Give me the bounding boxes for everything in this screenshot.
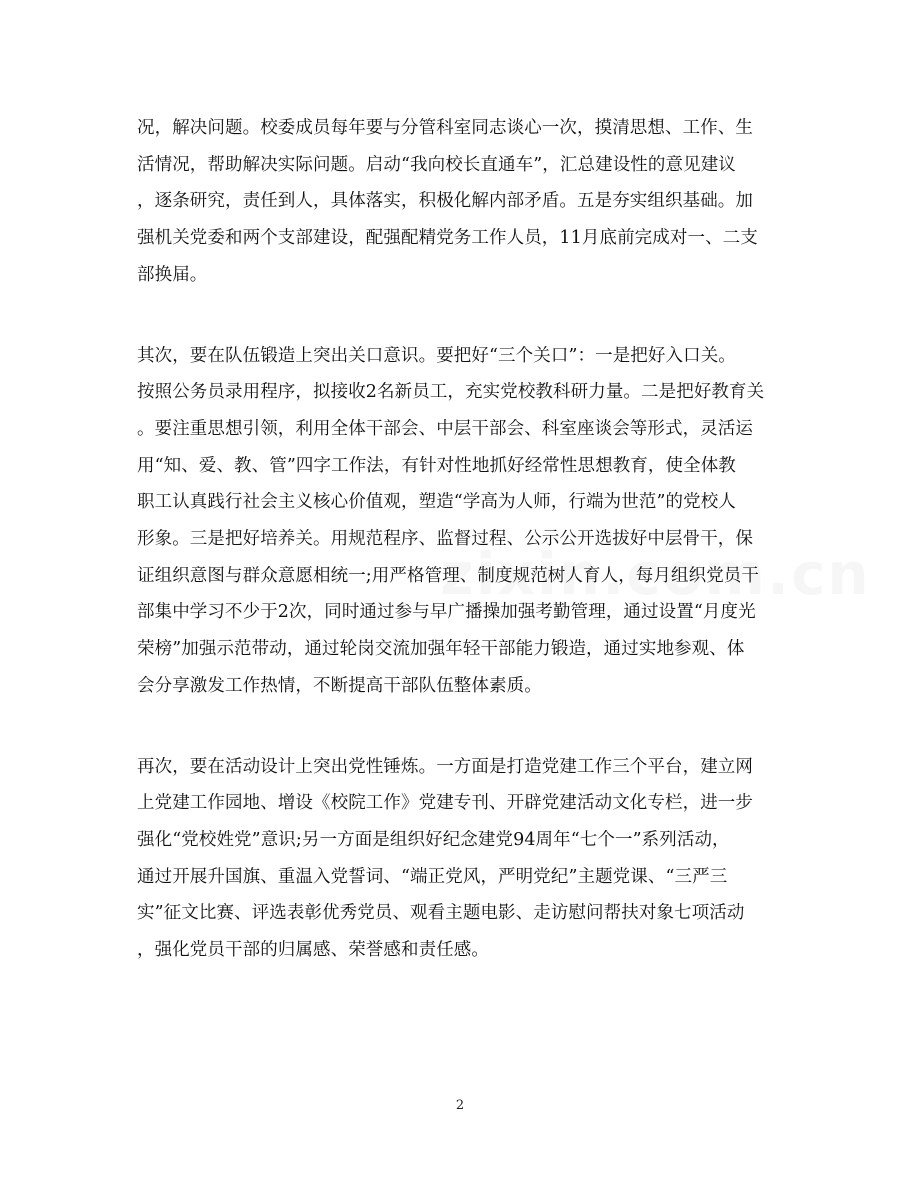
- text-line: 活情况，帮助解决实际问题。启动“我向校长直通车”，汇总建设性的意见建议: [137, 154, 736, 175]
- text-line: 证组织意图与群众意愿相统一;用严格管理、制度规范树人育人，每月组织党员干: [137, 565, 759, 586]
- paragraph-gap: [137, 294, 787, 338]
- text-line: ，逐条研究，责任到人，具体落实，积极化解内部矛盾。五是夯实组织基础。加: [137, 191, 753, 212]
- text-line: 用“知、爱、教、管”四字工作法，有针对性地抓好经常性思想教育，使全体教: [137, 455, 736, 476]
- text-line: 荣榜”加强示范带动，通过轮岗交流加强年轻干部能力锻造，通过实地参观、体: [137, 639, 745, 660]
- text-line: ，强化党员干部的归属感、荣誉感和责任感。: [137, 940, 489, 961]
- text-line: 部换届。: [137, 264, 208, 285]
- text-line: 通过开展升国旗、重温入党誓词、“端正党风，严明党纪”主题党课、“三严三: [137, 866, 728, 887]
- text-line: 强化“党校姓党”意识;另一方面是组织好纪念建党94周年“七个一”系列活动，: [137, 829, 730, 850]
- paragraph-gap: [137, 705, 787, 749]
- text-line: 部集中学习不少于2次，同时通过参与早广播操加强考勤管理，通过设置“月度光: [137, 602, 756, 623]
- text-line: 况，解决问题。校委成员每年要与分管科室同志谈心一次，摸清思想、工作、生: [137, 118, 753, 138]
- paragraph-3: [137, 749, 787, 969]
- text-line: 会分享激发工作热情，不断提高干部队伍整体素质。: [137, 675, 542, 696]
- paragraph-1: [137, 110, 787, 294]
- text-line: 上党建工作园地、增设《校院工作》党建专刊、开辟党建活动文化专栏，进一步: [137, 793, 753, 814]
- text-line: 按照公务员录用程序，拟接收2名新员工，充实党校教科研力量。二是把好教育关: [137, 382, 765, 403]
- paragraph-2: [137, 338, 787, 705]
- text-line: 实”征文比赛、评选表彰优秀党员、观看主题电影、走访慰问帮扶对象七项活动: [137, 903, 745, 924]
- text-line: 。要注重思想引领，利用全体干部会、中层干部会、科室座谈会等形式，灵活运: [137, 418, 753, 439]
- text-line: 强机关党委和两个支部建设，配强配精党务工作人员，11月底前完成对一、二支: [137, 228, 758, 249]
- text-line: 其次，要在队伍锻造上突出关口意识。要把好“三个关口”：一是把好入口关。: [137, 345, 736, 366]
- text-line: 再次，要在活动设计上突出党性锤炼。一方面是打造党建工作三个平台，建立网: [137, 756, 753, 777]
- text-line: 职工认真践行社会主义核心价值观，塑造“学高为人师，行端为世范”的党校人: [137, 492, 736, 513]
- document-body: [137, 110, 787, 969]
- text-line: 形象。三是把好培养关。用规范程序、监督过程、公示公开选拔好中层骨干，保: [137, 529, 753, 550]
- page-number: 2: [455, 1098, 465, 1113]
